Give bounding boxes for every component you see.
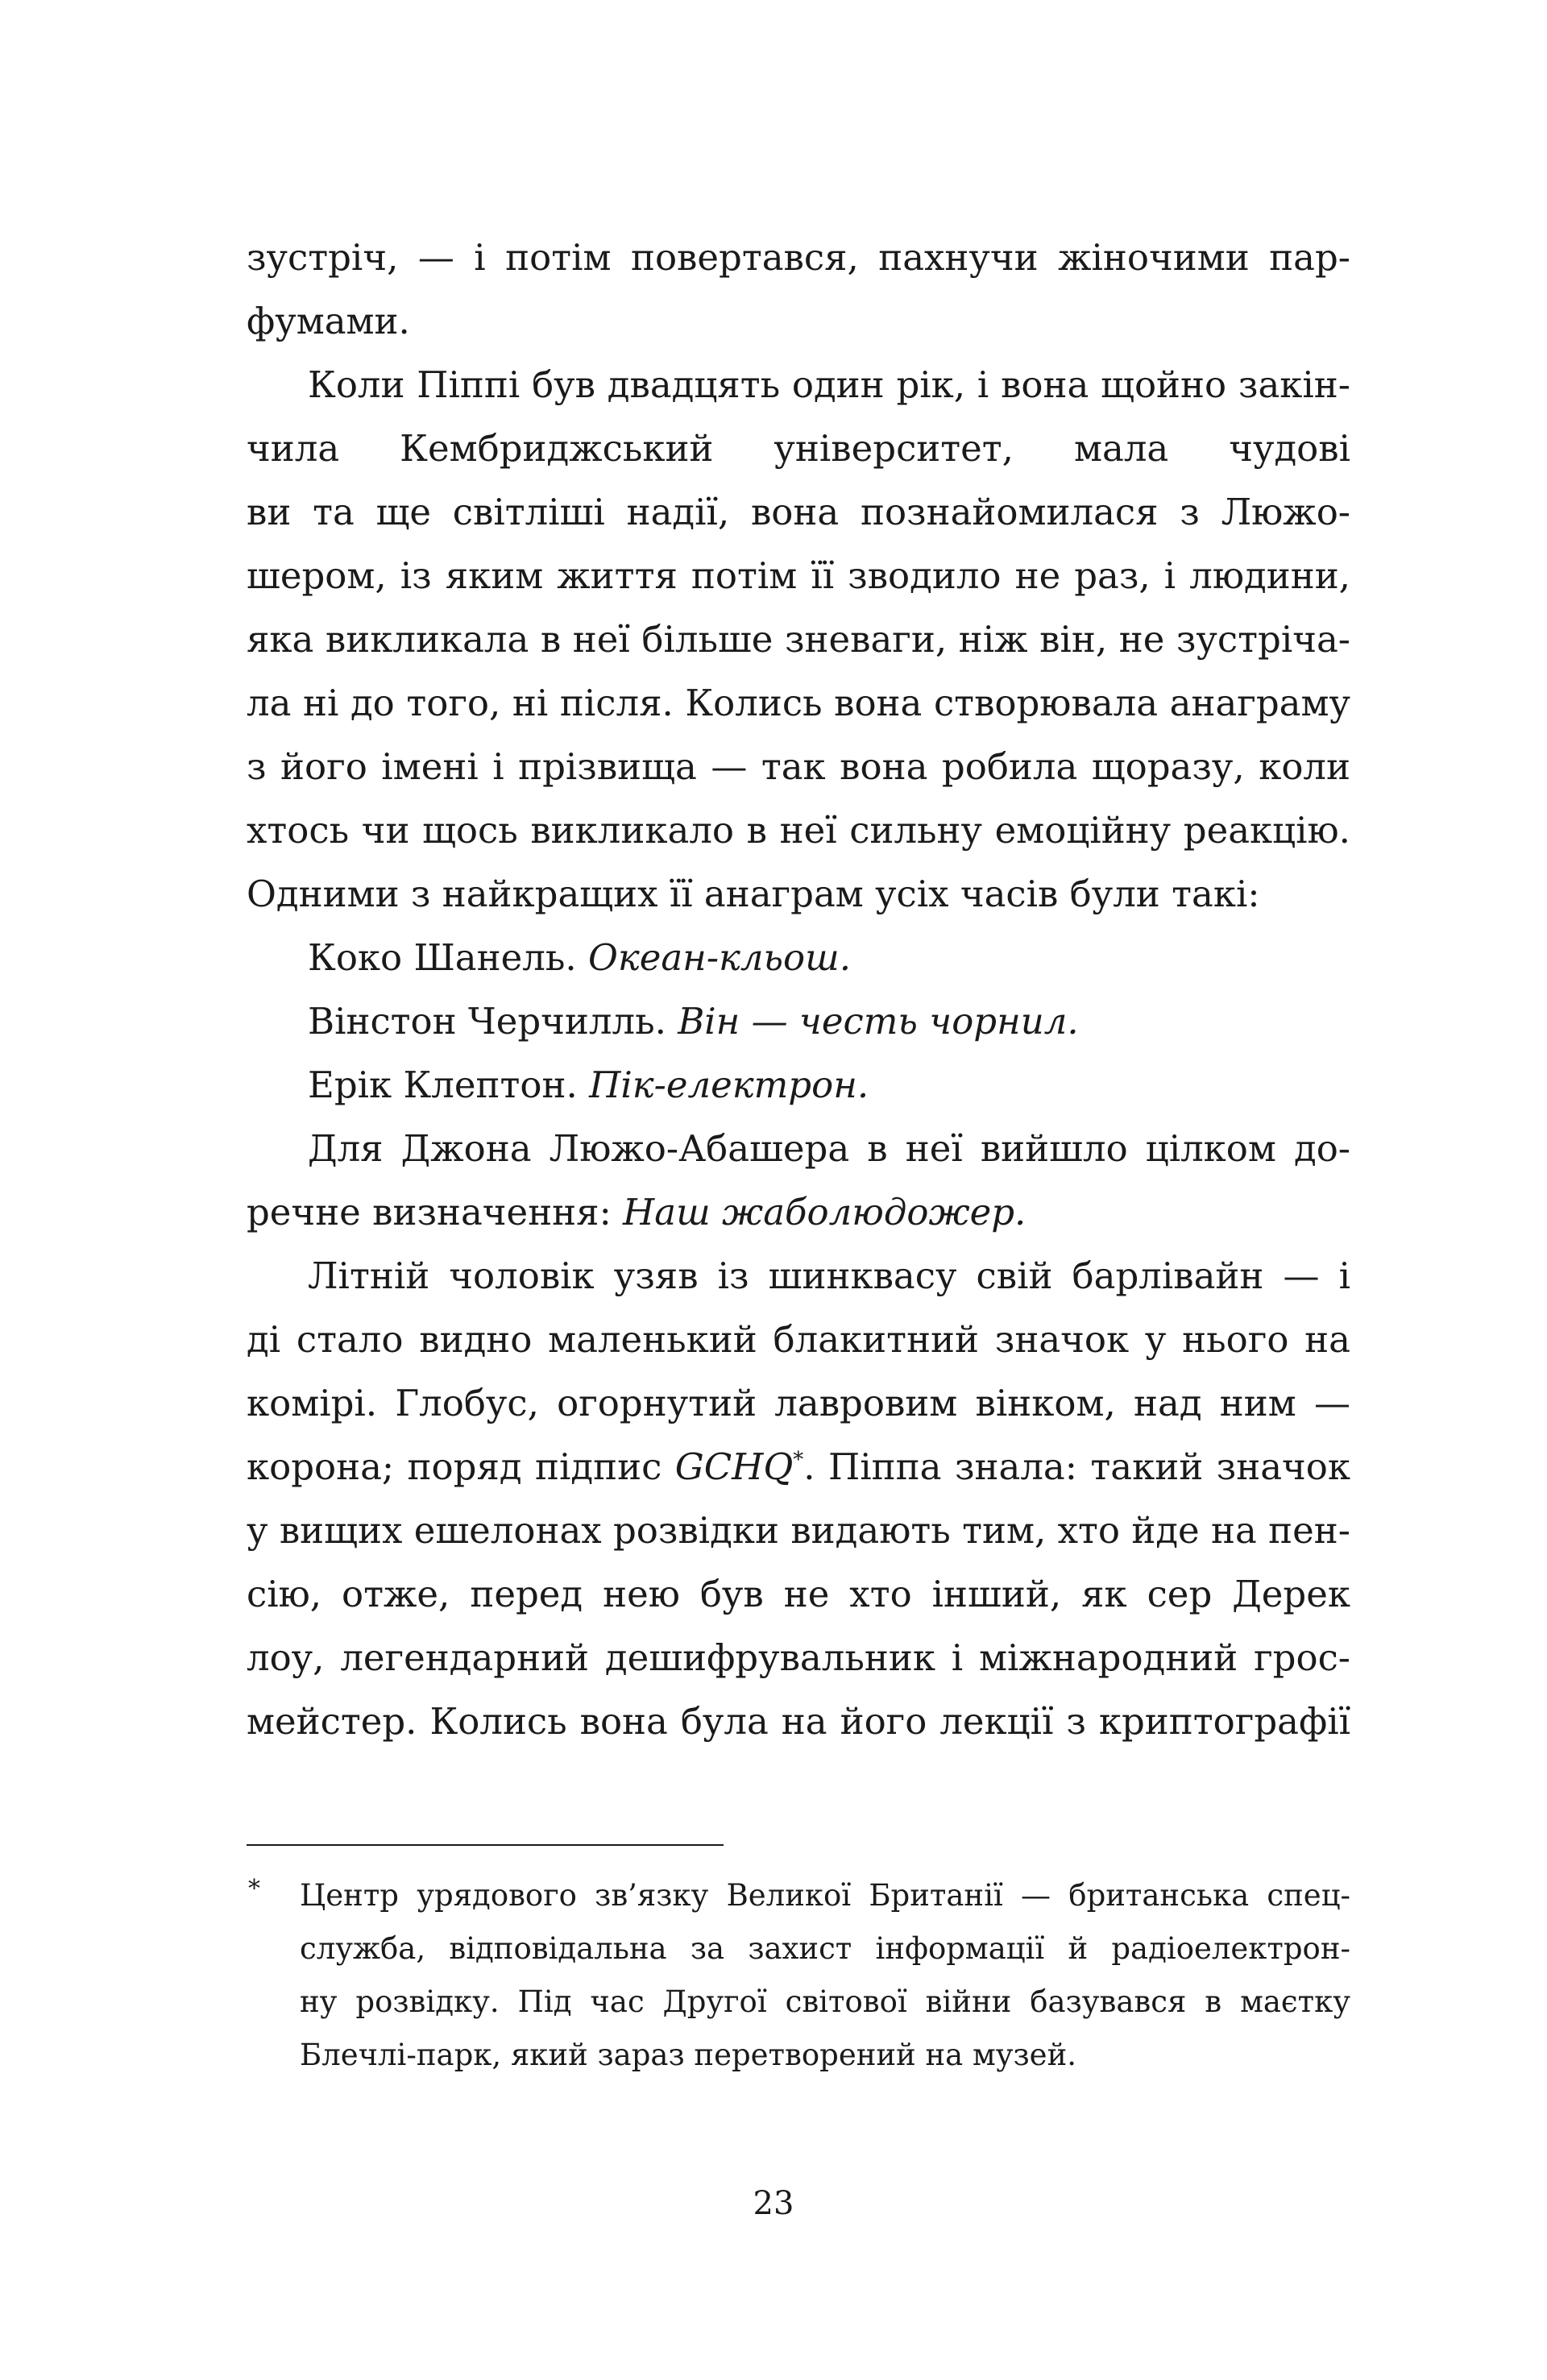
text-line: ви та ще світліші надії, вона познайомилася з Люжо- bbox=[247, 491, 1350, 533]
anagram-result: Наш жаболюдожер. bbox=[623, 1191, 1026, 1234]
text-line: з його імені і прізвища — так вона робила щоразу, коли bbox=[247, 745, 1350, 788]
footnote-reference[interactable]: * bbox=[793, 1448, 804, 1472]
text-line: у вищих ешелонах розвідки видають тим, хто йде на пен- bbox=[247, 1509, 1350, 1552]
footnote-body bbox=[300, 1869, 1350, 2082]
text-line: лоу, легендарний дешифрувальник і міжнародний грос- bbox=[247, 1636, 1350, 1679]
main-text bbox=[247, 226, 1350, 1753]
footnote-line: ну розвідку. Під час Другої світової війни базувався в маєтку bbox=[300, 1984, 1350, 2019]
text-line: Одними з найкращих її анаграм усіх часів були такі: bbox=[247, 873, 1260, 915]
text-line: Коли Піппі був двадцять один рік, і вона щойно закін- bbox=[308, 363, 1350, 406]
text-line: фумами. bbox=[247, 300, 410, 342]
text-line: мейстер. Колись вона була на його лекції з криптографії bbox=[247, 1700, 1350, 1743]
anagram-name: Коко Шанель. bbox=[308, 936, 577, 979]
page-number: 23 bbox=[753, 2185, 794, 2222]
text-fragment: речне визначення: bbox=[247, 1191, 612, 1234]
text-line bbox=[247, 1180, 1350, 1244]
text-line: ла ні до того, ні після. Колись вона створювала анаграму bbox=[247, 682, 1350, 724]
footnote-line: Блечлі-парк, який зараз перетворений на музей. bbox=[300, 2038, 1076, 2072]
text-fragment: . Піппа знала: такий значок bbox=[803, 1445, 1350, 1488]
text-line: Літній чоловік узяв із шинквасу свій барлівайн — і bbox=[308, 1254, 1350, 1297]
anagram-line bbox=[247, 1053, 1350, 1117]
footnote-divider bbox=[247, 1844, 724, 1846]
anagram-line bbox=[247, 926, 1350, 989]
text-line: шером, із яким життя потім її зводило не раз, і людини, bbox=[247, 554, 1350, 597]
footnote-line: служба, відповідальна за захист інформації й радіоелектрон- bbox=[300, 1931, 1350, 1966]
footnote-line: Центр урядового зв’язку Великої Британії — британська спец- bbox=[300, 1878, 1350, 1913]
anagram-name: Вінстон Черчилль. bbox=[308, 1000, 666, 1043]
anagram-line bbox=[247, 989, 1350, 1053]
text-line: яка викликала в неї більше зневаги, ніж він, не зустріча- bbox=[247, 618, 1350, 661]
text-line: сію, отже, перед нею був не хто інший, як сер Дерек bbox=[247, 1573, 1350, 1615]
gchq-abbreviation: GCHQ bbox=[674, 1445, 794, 1488]
text-line: Для Джона Люжо-Абашера в неї вийшло цілком до- bbox=[308, 1127, 1350, 1170]
text-line: комірі. Глобус, огорнутий лавровим вінком, над ним — bbox=[247, 1382, 1350, 1424]
text-fragment: корона; поряд підпис bbox=[247, 1445, 662, 1488]
text-line: зустріч, — і потім повертався, пахнучи жіночими пар- bbox=[247, 236, 1350, 279]
text-line: хтось чи щось викликало в неї сильну емоційну реакцію. bbox=[247, 809, 1350, 852]
anagram-result: Пік-електрон. bbox=[589, 1064, 869, 1106]
footnote bbox=[247, 1869, 1350, 2082]
text-line bbox=[247, 1435, 1350, 1499]
anagram-result: Океан-кльош. bbox=[587, 936, 852, 979]
footnote-marker: * bbox=[248, 1875, 260, 1903]
text-line: ді стало видно маленький блакитний значок у нього на bbox=[247, 1318, 1350, 1361]
text-line: чила Кембриджський університет, мала чудові bbox=[247, 427, 1350, 470]
anagram-name: Ерік Клептон. bbox=[308, 1064, 578, 1106]
anagram-result: Він — честь чорнил. bbox=[678, 1000, 1079, 1043]
